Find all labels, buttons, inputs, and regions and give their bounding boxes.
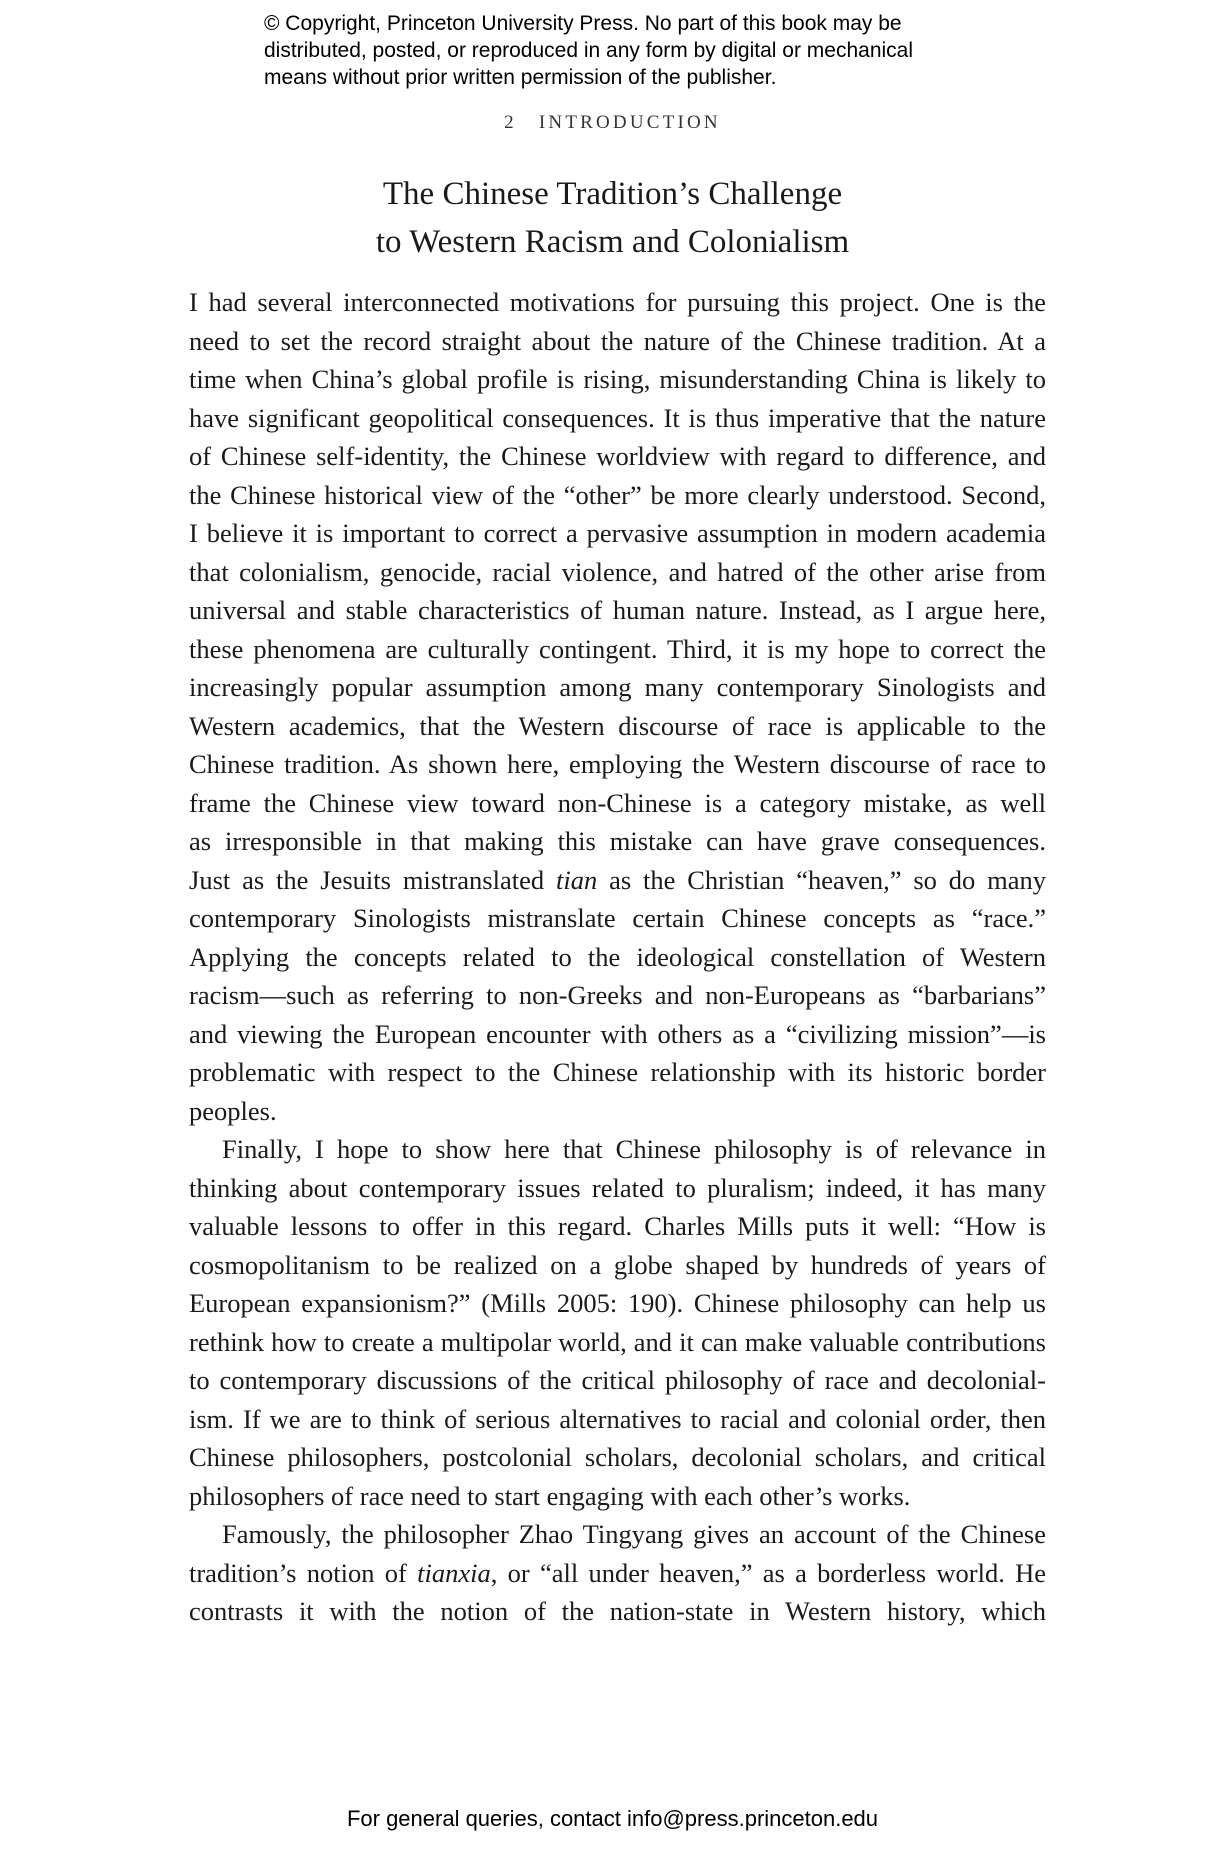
running-head — [0, 112, 1225, 134]
text-run: , or “all under heaven,” as a borderless world. He — [490, 1557, 1046, 1588]
copyright-line: distributed, posted, or reproduced in any form by digital or mechanical — [264, 39, 914, 62]
section-heading-line: The Chinese Tradition’s Challenge — [382, 176, 843, 212]
text-line: Applying the concepts related to the ideological constellation of Western — [189, 941, 1046, 972]
chapter-title: INTRODUCTION — [538, 112, 721, 133]
text-line: ism. If we are to think of serious alternatives to racial and colonial order, then — [189, 1403, 1046, 1434]
text-line: racism—such as referring to non-Greeks and non-Europeans as “barbarians” — [189, 980, 1046, 1010]
text-line: philosophers of race need to start engaging with each other’s works. — [189, 1480, 911, 1511]
text-line: to contemporary discussions of the critical philosophy of race and decolonial- — [189, 1365, 1046, 1395]
text-line: as irresponsible in that making this mistake can have grave consequences. — [189, 826, 1046, 856]
italic-term: tian — [555, 864, 598, 895]
italic-term: tianxia — [417, 1557, 491, 1588]
page-number: 2 — [504, 112, 517, 133]
text-run: as the Christian “heaven,” so do many — [597, 864, 1046, 895]
text-line: frame the Chinese view toward non-Chinese is a category mistake, as well — [189, 787, 1046, 818]
text-line: Western academics, that the Western discourse of race is applicable to the — [189, 710, 1046, 741]
body-text — [189, 283, 1046, 1631]
text-line: cosmopolitanism to be realized on a globe shaped by hundreds of years of — [189, 1249, 1046, 1280]
text-line: these phenomena are culturally contingent. Third, it is my hope to correct the — [189, 633, 1046, 664]
section-heading — [0, 170, 1225, 266]
text-line: the Chinese historical view of the “other” be more clearly understood. Second, — [189, 479, 1046, 510]
text-line: I believe it is important to correct a pervasive assumption in modern academia — [189, 518, 1046, 548]
text-line-with-italic — [189, 861, 1046, 900]
text-line-with-italic — [189, 1554, 1046, 1593]
text-line: Chinese tradition. As shown here, employing the Western discourse of race to — [189, 749, 1046, 779]
text-line: peoples. — [189, 1095, 277, 1126]
text-line: problematic with respect to the Chinese relationship with its historic border — [189, 1057, 1046, 1087]
text-run: tradition’s notion of — [189, 1557, 418, 1588]
text-line: I had several interconnected motivations for pursuing this project. One is the — [189, 287, 1046, 317]
footer-contact: For general queries, contact info@press.princeton.edu — [346, 1806, 879, 1831]
text-line: Chinese philosophers, postcolonial scholars, decolonial scholars, and critical — [189, 1442, 1046, 1472]
text-line: thinking about contemporary issues related to pluralism; indeed, it has many — [189, 1172, 1046, 1203]
section-heading-line: to Western Racism and Colonialism — [375, 224, 850, 260]
text-line: Finally, I hope to show here that Chinese philosophy is of relevance in — [222, 1134, 1046, 1164]
text-line: contrasts it with the notion of the nation-state in Western history, which — [189, 1596, 1046, 1626]
text-line: Famously, the philosopher Zhao Tingyang gives an account of the Chinese — [222, 1519, 1046, 1549]
text-line: have significant geopolitical consequences. It is thus imperative that the nature — [189, 402, 1046, 433]
text-line: need to set the record straight about the nature of the Chinese tradition. At a — [189, 325, 1046, 356]
copyright-line: © Copyright, Princeton University Press. No part of this book may be — [264, 12, 902, 35]
text-line: rethink how to create a multipolar world, and it can make valuable contributions — [189, 1326, 1046, 1357]
text-line: that colonialism, genocide, racial violence, and hatred of the other arise from — [189, 556, 1046, 587]
text-line: and viewing the European encounter with others as a “civilizing mission”—is — [189, 1018, 1046, 1049]
text-line: universal and stable characteristics of human nature. Instead, as I argue here, — [189, 595, 1046, 625]
copyright-line: means without prior written permission of the publisher. — [264, 66, 777, 89]
text-line: European expansionism?” (Mills 2005: 190). Chinese philosophy can help us — [189, 1288, 1046, 1318]
copyright-notice — [264, 10, 1004, 91]
text-line: increasingly popular assumption among many contemporary Sinologists and — [189, 672, 1046, 702]
text-run: Just as the Jesuits mistranslated — [189, 864, 556, 895]
text-line: of Chinese self-identity, the Chinese worldview with regard to difference, and — [189, 441, 1046, 471]
text-line: contemporary Sinologists mistranslate certain Chinese concepts as “race.” — [189, 903, 1046, 933]
text-line: valuable lessons to offer in this regard. Charles Mills puts it well: “How is — [189, 1211, 1046, 1241]
text-line: time when China’s global profile is rising, misunderstanding China is likely to — [189, 364, 1046, 394]
